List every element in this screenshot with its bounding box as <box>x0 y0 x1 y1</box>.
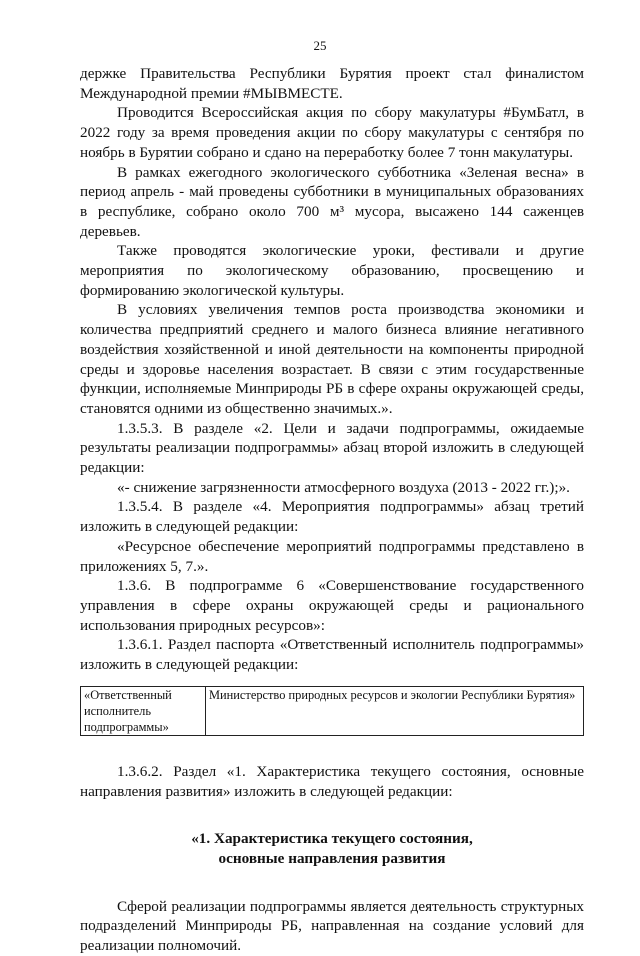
paragraph: 1.3.5.4. В разделе «4. Мероприятия подпрограммы» абзац третий изложить в следующей редакции: <box>80 498 584 536</box>
page-number: 25 <box>313 38 327 53</box>
section-heading-line2: основные направления развития <box>218 849 446 867</box>
section-heading <box>80 829 584 868</box>
paragraph: 1.3.6. В подпрограмме 6 «Совершенствование государственного управления в сфере охраны окружающей среды и рационального использования природных ресурсов»: <box>80 577 584 634</box>
paragraph: «- снижение загрязненности атмосферного воздуха (2013 - 2022 гг.);». <box>117 478 570 496</box>
table-cell-value: Министерство природных ресурсов и экологии Республики Бурятия» <box>206 686 584 735</box>
table-cell-label: «Ответственный исполнитель подпрограммы» <box>81 686 206 735</box>
paragraph: «Ресурсное обеспечение мероприятий подпрограммы представлено в приложениях 5, 7.». <box>80 537 584 575</box>
spacer <box>80 869 584 897</box>
paragraph: 1.3.5.3. В разделе «2. Цели и задачи подпрограммы, ожидаемые результаты реализации подпрограммы» абзац второй изложить в следующей редакции: <box>80 419 584 477</box>
document-body <box>80 64 584 956</box>
paragraph: 1.3.6.1. Раздел паспорта «Ответственный исполнитель подпрограммы» изложить в следующей редакции: <box>80 636 584 674</box>
paragraph: В рамках ежегодного экологического субботника «Зеленая весна» в период апрель - май проведены субботники в муниципальных образованиях в республике, собрано около 700 м³ мусора, высажено 144 саженцев деревьев. <box>80 163 584 240</box>
final-paragraph: Сферой реализации подпрограммы является деятельность структурных подразделений Минприроды РБ, направленная на создание условий для реализации полномочий. <box>80 897 584 955</box>
table-row <box>81 686 584 735</box>
paragraph-after-table: 1.3.6.2. Раздел «1. Характеристика текущего состояния, основные направления развития» изложить в следующей редакции: <box>80 762 584 800</box>
paragraph: Также проводятся экологические уроки, фестивали и другие мероприятия по экологическому образованию, просвещению и формированию экологической культуры. <box>80 242 584 299</box>
paragraph: Проводится Всероссийская акция по сбору макулатуры #БумБатл, в 2022 году за время проведения акции по сбору макулатуры с сентября по ноябрь в Бурятии собрано и сдано на переработку более 7 тонн макулатуры. <box>80 104 584 161</box>
paragraph: держке Правительства Республики Бурятия проект стал финалистом Международной премии #МЫВМЕСТЕ. <box>80 65 584 102</box>
paragraphs-before-table <box>80 64 584 675</box>
section-heading-line1: «1. Характеристика текущего состояния, <box>191 830 473 848</box>
passport-table <box>80 686 584 736</box>
paragraph: В условиях увеличения темпов роста производства экономики и количества предприятий среднего и малого бизнеса влияние негативного воздействия хозяйственной и иной деятельности на компоненты природной среды и здоровье населения возрастает. В связи с этим государственные функции, исполняемые Минприроды РБ в сфере охраны окружающей среды, становятся одними из общественно значимых.». <box>80 301 584 417</box>
